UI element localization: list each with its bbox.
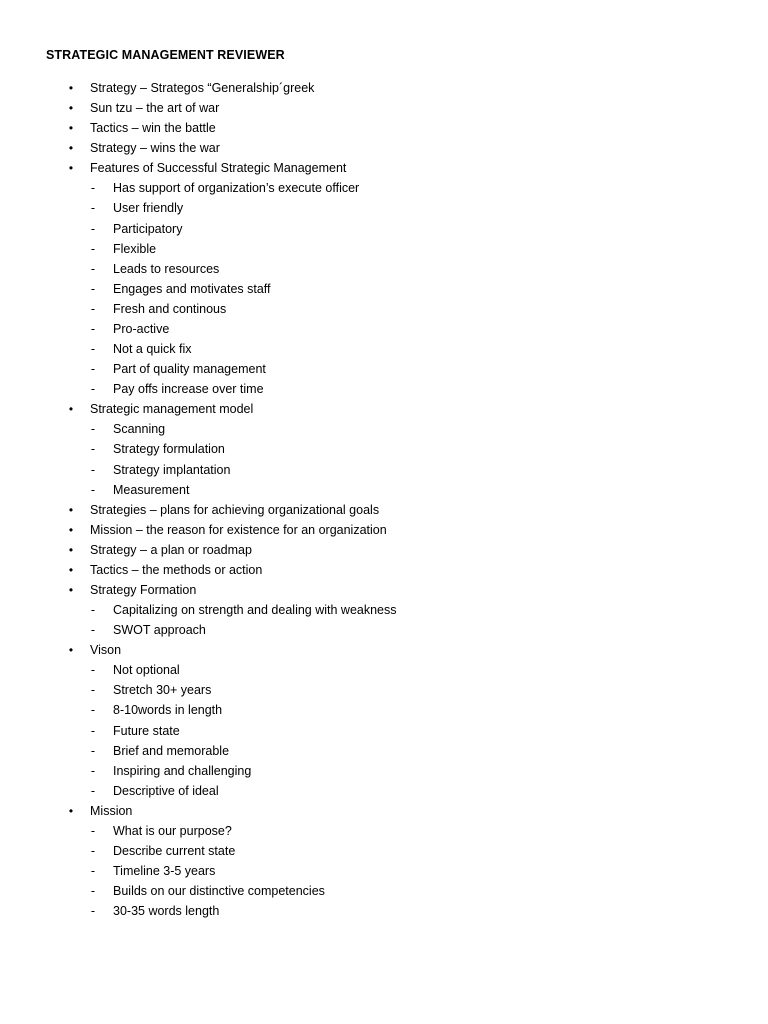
outline-item-text: User friendly: [113, 201, 184, 216]
dash-marker: -: [90, 864, 96, 879]
bullet-marker: •: [68, 101, 74, 116]
outline-sub-item: [0, 259, 768, 279]
outline-sub-item: [0, 178, 768, 198]
outline-item-text: Participatory: [113, 221, 183, 236]
outline-item-text: Stretch 30+ years: [113, 683, 212, 698]
outline-item-text: 8-10words in length: [113, 703, 223, 718]
outline-item-text: Tactics – win the battle: [90, 121, 216, 136]
dash-marker: -: [90, 221, 96, 236]
outline-sub-item: [0, 198, 768, 218]
outline-bullet-item: [0, 580, 768, 600]
outline-bullet-item: [0, 520, 768, 540]
outline-bullet-item: [0, 801, 768, 821]
outline-sub-item: [0, 239, 768, 259]
outline-item-text: Part of quality management: [113, 362, 266, 377]
bullet-marker: •: [68, 583, 74, 597]
dash-marker: -: [90, 382, 96, 397]
bullet-marker: •: [68, 542, 74, 557]
outline-item-text: Tactics – the methods or action: [90, 562, 263, 577]
outline-sub-item: [0, 881, 768, 901]
outline-item-text: Capitalizing on strength and dealing with weakness: [113, 603, 397, 618]
outline-item-text: Scanning: [113, 422, 166, 437]
outline-item-text: Strategic management model: [90, 402, 254, 417]
outline-sub-item: [0, 480, 768, 500]
outline-sub-item: [0, 419, 768, 439]
dash-marker: -: [90, 603, 96, 618]
outline-item-text: Strategy implantation: [113, 462, 231, 477]
outline-item-text: Strategy – wins the war: [90, 141, 220, 156]
outline-sub-item: [0, 741, 768, 761]
outline-sub-item: [0, 781, 768, 801]
outline-item-text: Pay offs increase over time: [113, 382, 264, 397]
outline-sub-item: [0, 439, 768, 459]
dash-marker: -: [90, 181, 96, 196]
bullet-marker: •: [68, 502, 74, 517]
dash-marker: -: [90, 823, 96, 838]
outline-item-text: Strategy Formation: [90, 583, 197, 597]
outline-item-text: Not a quick fix: [113, 342, 192, 357]
outline-item-text: Strategy formulation: [113, 442, 225, 457]
outline-item-text: What is our purpose?: [113, 823, 232, 838]
dash-marker: -: [90, 261, 96, 276]
outline-item-text: Brief and memorable: [113, 743, 230, 758]
outline-bullet-item: [0, 78, 768, 98]
outline-sub-item: [0, 379, 768, 399]
outline-item-text: Future state: [113, 723, 180, 738]
outline-bullet-item: [0, 640, 768, 660]
bullet-marker: •: [68, 161, 74, 176]
outline-item-text: Strategies – plans for achieving organizational goals: [90, 502, 380, 517]
dash-marker: -: [90, 623, 96, 638]
outline-bullet-item: [0, 399, 768, 419]
bullet-marker: •: [68, 121, 74, 136]
outline-sub-item: [0, 721, 768, 741]
dash-marker: -: [90, 683, 96, 698]
outline-item-text: Mission: [90, 803, 133, 818]
outline-sub-item: [0, 219, 768, 239]
outline-item-text: Not optional: [113, 663, 180, 678]
outline-bullet-item: [0, 560, 768, 580]
outline-item-text: 30-35 words length: [113, 904, 220, 919]
outline-sub-item: [0, 861, 768, 881]
outline-sub-item: [0, 319, 768, 339]
dash-marker: -: [90, 442, 96, 457]
dash-marker: -: [90, 281, 96, 296]
outline-sub-item: [0, 680, 768, 700]
outline-sub-item: [0, 841, 768, 861]
outline-item-text: Sun tzu – the art of war: [90, 101, 220, 116]
bullet-marker: •: [68, 643, 74, 658]
outline-item-text: Fresh and continous: [113, 301, 227, 316]
outline-sub-item: [0, 339, 768, 359]
outline-sub-item: [0, 761, 768, 781]
dash-marker: -: [90, 904, 96, 919]
dash-marker: -: [90, 462, 96, 477]
dash-marker: -: [90, 422, 96, 437]
document-title: STRATEGIC MANAGEMENT REVIEWER: [46, 48, 285, 62]
outline-sub-item: [0, 620, 768, 640]
dash-marker: -: [90, 763, 96, 778]
dash-marker: -: [90, 321, 96, 336]
outline-sub-item: [0, 600, 768, 620]
outline-item-text: Flexible: [113, 241, 157, 256]
dash-marker: -: [90, 241, 96, 256]
outline-item-text: Features of Successful Strategic Management: [90, 161, 347, 176]
outline-item-text: Timeline 3-5 years: [113, 864, 216, 879]
outline-sub-item: [0, 359, 768, 379]
outline-sub-item: [0, 901, 768, 921]
outline-bullet-item: [0, 158, 768, 178]
outline-sub-item: [0, 299, 768, 319]
bullet-marker: •: [68, 803, 74, 818]
outline-item-text: Describe current state: [113, 844, 236, 859]
dash-marker: -: [90, 342, 96, 357]
outline-item-text: Engages and motivates staff: [113, 281, 271, 296]
dash-marker: -: [90, 723, 96, 738]
outline-sub-item: [0, 700, 768, 720]
dash-marker: -: [90, 663, 96, 678]
bullet-marker: •: [68, 522, 74, 537]
outline-sub-item: [0, 660, 768, 680]
dash-marker: -: [90, 884, 96, 899]
outline-bullet-item: [0, 500, 768, 520]
bullet-marker: •: [68, 402, 74, 417]
dash-marker: -: [90, 362, 96, 377]
dash-marker: -: [90, 783, 96, 798]
bullet-marker: •: [68, 562, 74, 577]
outline-sub-item: [0, 821, 768, 841]
outline-item-text: Has support of organization’s execute officer: [113, 181, 360, 196]
outline-item-text: Measurement: [113, 482, 190, 497]
outline-item-text: Strategy – a plan or roadmap: [90, 542, 252, 557]
outline-sub-item: [0, 460, 768, 480]
outline-item-text: Pro-active: [113, 321, 170, 336]
outline-item-text: Strategy – Strategos “Generalship´greek: [90, 81, 315, 95]
dash-marker: -: [90, 201, 96, 216]
dash-marker: -: [90, 482, 96, 497]
outline-bullet-item: [0, 98, 768, 118]
outline-bullet-item: [0, 118, 768, 138]
outline-item-text: SWOT approach: [113, 623, 206, 638]
outline-item-text: Builds on our distinctive competencies: [113, 884, 325, 899]
dash-marker: -: [90, 743, 96, 758]
outline-item-text: Mission – the reason for existence for an organization: [90, 522, 387, 537]
bullet-marker: •: [68, 81, 74, 95]
outline-bullet-item: [0, 540, 768, 560]
outline-item-text: Descriptive of ideal: [113, 783, 219, 798]
outline-bullet-item: [0, 138, 768, 158]
dash-marker: -: [90, 301, 96, 316]
outline-item-text: Inspiring and challenging: [113, 763, 252, 778]
outline-item-text: Vison: [90, 643, 122, 658]
bullet-marker: •: [68, 141, 74, 156]
dash-marker: -: [90, 703, 96, 718]
outline-sub-item: [0, 279, 768, 299]
outline-item-text: Leads to resources: [113, 261, 220, 276]
dash-marker: -: [90, 844, 96, 859]
